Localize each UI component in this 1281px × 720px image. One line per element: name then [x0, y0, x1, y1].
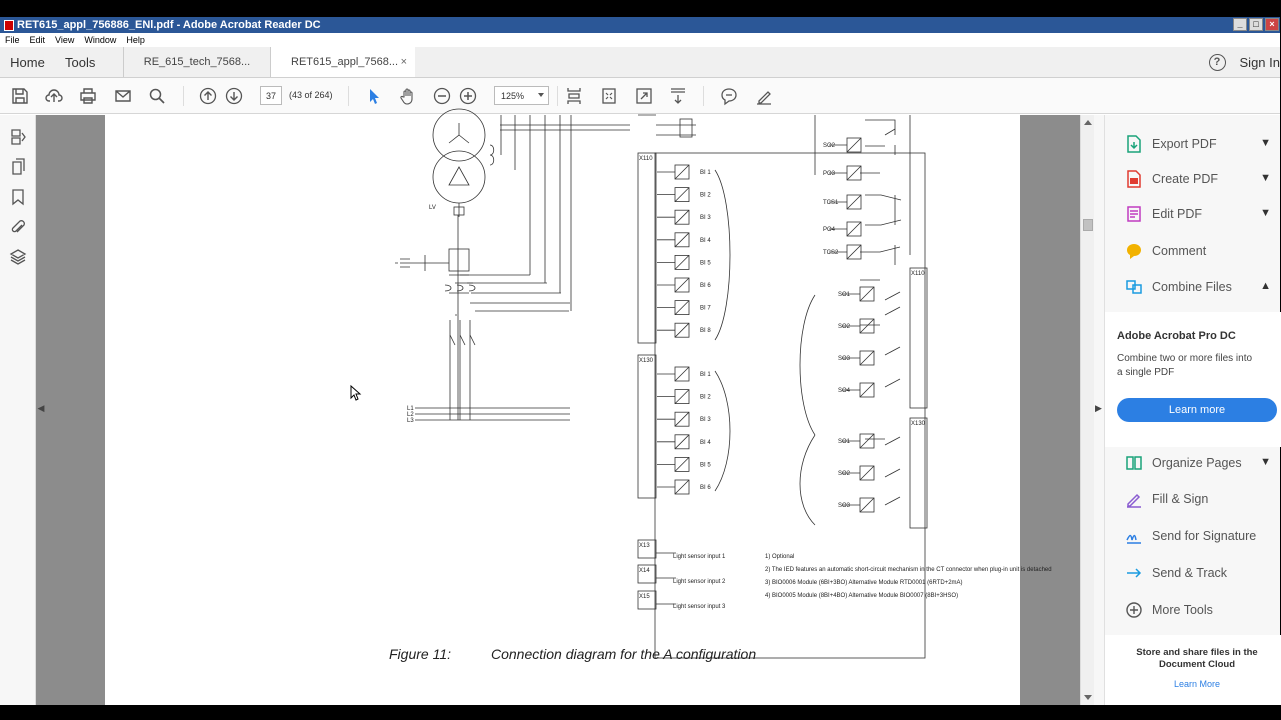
menu-edit[interactable]: Edit: [29, 35, 46, 45]
figure-caption: [389, 646, 756, 662]
sign-in-link[interactable]: Sign In: [1239, 54, 1280, 70]
output-group: [407, 138, 1052, 610]
close-window-button[interactable]: ×: [1265, 18, 1279, 31]
toolbar-separator: [703, 86, 704, 106]
tool-export-pdf[interactable]: [1105, 129, 1281, 159]
more-tools-icon: [1124, 600, 1144, 620]
footnote-text: 2) The IED features an automatic short-circuit mechanism in the CT connector when plug-in unit is detached: [765, 567, 1052, 573]
terminal-label: X110: [911, 271, 925, 277]
terminal-label: X15: [639, 594, 650, 600]
pdf-page: [105, 115, 1052, 715]
output-label: SO4: [838, 388, 851, 394]
tool-more-tools[interactable]: [1105, 595, 1281, 625]
fill-sign-icon: [1124, 489, 1144, 509]
tool-label: Export PDF: [1152, 137, 1217, 151]
full-screen-icon[interactable]: [635, 87, 653, 105]
pages-icon[interactable]: [9, 158, 27, 176]
footnote-text: 3) BIO0006 Module (6BI+3BO) Alternative Module RTD0001 (6RTD+2mA): [765, 580, 963, 586]
binary-input-label: BI 7: [700, 305, 711, 312]
binary-input-relay-wire: [657, 278, 689, 292]
window-controls: [1232, 17, 1280, 33]
combine-files-icon: [1124, 277, 1144, 297]
scroll-down-icon[interactable]: [1084, 695, 1092, 700]
output-label: TCS1: [823, 200, 839, 206]
output-label: PO3: [823, 171, 836, 177]
create-pdf-icon: [1124, 169, 1144, 189]
page-thumbnails-icon[interactable]: [9, 128, 27, 146]
output-label: TCS2: [823, 250, 839, 256]
chevron-up-icon[interactable]: ▲: [1260, 280, 1271, 292]
tool-label: Comment: [1152, 244, 1207, 258]
tool-label: Create PDF: [1152, 172, 1218, 186]
output-label: PO4: [823, 227, 836, 233]
menu-bar: [0, 33, 1280, 47]
send-signature-icon: [1124, 526, 1144, 546]
next-page-icon[interactable]: [225, 87, 243, 105]
output-relay-wire: [829, 222, 861, 236]
tool-combine-files[interactable]: [1105, 272, 1281, 302]
learn-more-button[interactable]: Learn more: [1117, 398, 1277, 422]
chevron-down-icon[interactable]: ▼: [1260, 207, 1271, 219]
tool-label: Send & Track: [1152, 566, 1228, 580]
scrolling-mode-icon[interactable]: [565, 87, 583, 105]
top-black-strip: [0, 0, 1280, 17]
binary-input-relay-wire: [657, 367, 689, 381]
tab-tools[interactable]: Tools: [65, 54, 96, 70]
binary-input-relay-wire: [657, 480, 689, 494]
comment-icon[interactable]: [720, 87, 738, 105]
output-relay-wire: [842, 287, 874, 301]
figure-number: Figure 11:: [389, 646, 451, 662]
toolbar-separator: [348, 86, 349, 106]
terminal-label: X130: [639, 358, 654, 364]
tool-label: Fill & Sign: [1152, 492, 1209, 506]
footnote-text: 4) BIO0005 Module (8BI+4BO) Alternative Module BIO0007 (8BI+3HSO): [765, 593, 959, 599]
binary-input-label: BI 4: [700, 237, 711, 244]
output-relay-wire: [842, 434, 874, 448]
light-sensor-label: Light sensor input 1: [673, 554, 726, 560]
tool-label: Edit PDF: [1152, 207, 1203, 221]
binary-input-label: BI 2: [700, 192, 711, 199]
page-count: (43 of 264): [289, 90, 333, 100]
zoom-select[interactable]: [494, 86, 549, 105]
binary-input-relay-wire: [657, 435, 689, 449]
output-label: SO1: [838, 439, 851, 445]
promo-description: Combine two or more files into a single PDF: [1117, 353, 1253, 378]
terminal-label: X14: [639, 568, 650, 574]
attachment-icon[interactable]: [9, 218, 27, 236]
toolbar-separator: [183, 86, 184, 106]
tab-document-1[interactable]: RE_615_tech_7568...: [123, 47, 270, 77]
tool-edit-pdf[interactable]: [1105, 199, 1281, 229]
output-label: SO3: [838, 503, 851, 509]
maximize-button[interactable]: □: [1249, 18, 1263, 31]
tool-organize-pages[interactable]: [1105, 448, 1281, 478]
mouse-cursor-icon: [350, 385, 360, 401]
toolbar: [0, 78, 1280, 114]
binary-input-relay-wire: [657, 165, 689, 179]
x130-input-group: [657, 367, 711, 494]
close-tab-icon[interactable]: ×: [400, 56, 407, 68]
print-icon[interactable]: [79, 87, 97, 105]
hand-tool-icon[interactable]: [399, 87, 417, 105]
binary-input-relay-wire: [657, 233, 689, 247]
chevron-down-icon[interactable]: ▼: [1260, 456, 1271, 468]
collapse-right-arrow-icon[interactable]: ▶: [1095, 403, 1102, 413]
terminal-label: X13: [639, 543, 650, 549]
binary-input-label: BI 8: [700, 328, 711, 335]
menu-window[interactable]: Window: [84, 35, 117, 45]
save-icon[interactable]: [11, 87, 29, 105]
comment-icon: [1124, 241, 1144, 261]
tool-comment[interactable]: [1105, 236, 1281, 266]
phase-label: L2: [407, 412, 414, 418]
menu-view[interactable]: View: [55, 35, 75, 45]
tab-document-2[interactable]: [270, 47, 415, 77]
binary-input-relay-wire: [657, 188, 689, 202]
email-icon[interactable]: [114, 87, 132, 105]
binary-input-label: BI 2: [700, 394, 711, 401]
binary-input-relay-wire: [657, 255, 689, 269]
zoom-out-icon[interactable]: [433, 87, 451, 105]
tool-label: Combine Files: [1152, 280, 1232, 294]
tool-send-for-signature[interactable]: [1105, 521, 1281, 551]
header-right: [1209, 47, 1280, 77]
left-navigation-rail: [0, 115, 36, 705]
store-learn-more-link[interactable]: Learn More: [1173, 679, 1221, 689]
scroll-thumb[interactable]: [1083, 219, 1093, 231]
binary-input-relay-wire: [657, 301, 689, 315]
terminal-label: X110: [639, 156, 653, 162]
x110-input-group: [657, 165, 711, 337]
collapse-left-arrow-icon[interactable]: ◀: [37, 403, 45, 413]
tool-send-track[interactable]: [1105, 558, 1281, 588]
chevron-down-icon: [538, 93, 544, 97]
output-relay-wire: [842, 498, 874, 512]
binary-input-relay-wire: [657, 457, 689, 471]
output-relay-wire: [842, 383, 874, 397]
read-mode-icon[interactable]: [669, 87, 687, 105]
binary-input-relay-wire: [657, 323, 689, 337]
binary-input-label: BI 3: [700, 215, 711, 222]
document-cloud-card: [1105, 635, 1281, 705]
binary-input-label: BI 5: [700, 462, 711, 469]
pdf-file-icon: [4, 20, 14, 31]
binary-input-relay-wire: [657, 412, 689, 426]
tab-home[interactable]: Home: [10, 54, 45, 70]
tab-document-2-label: RET615_appl_7568...: [291, 56, 399, 68]
title-bar: [0, 17, 1280, 33]
output-relay-wire: [829, 138, 861, 152]
store-text: Store and share files in the Document Cloud: [1136, 647, 1258, 670]
phase-label: L1: [407, 406, 414, 412]
toolbar-separator: [557, 86, 558, 106]
combine-promo-card: [1105, 312, 1281, 447]
document-view[interactable]: [36, 115, 1080, 705]
light-sensor-label: Light sensor input 2: [673, 579, 726, 585]
tool-label: Organize Pages: [1152, 456, 1242, 470]
vertical-scrollbar[interactable]: [1080, 115, 1094, 705]
binary-input-label: BI 1: [700, 372, 711, 378]
connection-diagram: [105, 115, 1052, 715]
tab-bar: [0, 47, 1280, 78]
footnote-text: 1) Optional: [765, 554, 795, 560]
output-label: SO2: [838, 324, 851, 330]
send-track-icon: [1124, 563, 1144, 583]
light-sensor-label: Light sensor input 3: [673, 604, 726, 610]
tool-label: Send for Signature: [1152, 529, 1257, 543]
minimize-button[interactable]: _: [1233, 18, 1247, 31]
binary-input-label: BI 4: [700, 439, 711, 446]
organize-pages-icon: [1124, 453, 1144, 473]
lv-label: LV: [429, 205, 436, 211]
previous-page-icon[interactable]: [199, 87, 217, 105]
output-relay-wire: [842, 466, 874, 480]
output-relay-wire: [829, 245, 861, 259]
select-cursor-icon[interactable]: [365, 87, 383, 105]
bottom-black-strip: [0, 705, 1280, 720]
search-icon[interactable]: [148, 87, 166, 105]
fit-page-icon[interactable]: [600, 87, 618, 105]
scroll-up-icon[interactable]: [1084, 120, 1092, 125]
help-icon[interactable]: ?: [1209, 54, 1226, 71]
menu-help[interactable]: Help: [126, 35, 145, 45]
page-number-input[interactable]: 37: [260, 86, 282, 105]
tools-pane: [1104, 115, 1280, 705]
promo-title: Adobe Acrobat Pro DC: [1117, 330, 1236, 342]
zoom-value: 125%: [501, 90, 525, 101]
binary-input-relay-wire: [657, 390, 689, 404]
binary-input-label: BI 6: [700, 283, 711, 289]
upload-cloud-icon[interactable]: [45, 87, 63, 105]
output-label: SO2: [838, 471, 851, 477]
terminal-label: X130: [911, 421, 926, 427]
bookmark-icon[interactable]: [9, 188, 27, 206]
chevron-down-icon[interactable]: ▼: [1260, 172, 1271, 184]
output-relay-wire: [829, 166, 861, 180]
binary-input-label: BI 3: [700, 417, 711, 424]
binary-input-label: BI 6: [700, 485, 711, 491]
output-label: SO1: [838, 292, 851, 298]
output-label: SO3: [838, 356, 851, 362]
menu-file[interactable]: File: [5, 35, 20, 45]
binary-input-label: BI 1: [700, 170, 711, 176]
chevron-down-icon[interactable]: ▼: [1260, 137, 1271, 149]
output-relay-wire: [842, 319, 874, 333]
window-title: RET615_appl_756886_ENl.pdf - Adobe Acrobat Reader DC: [17, 19, 321, 31]
layers-icon[interactable]: [9, 248, 27, 266]
tool-fill-sign[interactable]: [1105, 484, 1281, 514]
binary-input-relay-wire: [657, 210, 689, 224]
edit-pdf-icon: [1124, 204, 1144, 224]
output-label: SO2: [823, 143, 836, 149]
output-relay-wire: [829, 195, 861, 209]
tool-label: More Tools: [1152, 603, 1213, 617]
phase-label: L3: [407, 418, 414, 424]
zoom-in-icon[interactable]: [459, 87, 477, 105]
right-panel-toggle-strip: [1094, 115, 1104, 705]
figure-title: Connection diagram for the A configuration: [491, 646, 757, 662]
output-relay-wire: [842, 351, 874, 365]
tool-create-pdf[interactable]: [1105, 164, 1281, 194]
binary-input-label: BI 5: [700, 260, 711, 267]
export-pdf-icon: [1124, 134, 1144, 154]
highlight-pen-icon[interactable]: [755, 87, 773, 105]
